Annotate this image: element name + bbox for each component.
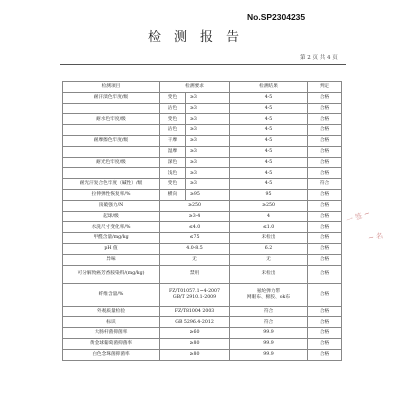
table-row bbox=[63, 317, 342, 328]
table-cell: 无 bbox=[230, 254, 308, 265]
table-cell: 合格 bbox=[308, 254, 342, 265]
table-cell: 合格 bbox=[308, 92, 342, 103]
table-row bbox=[63, 103, 342, 114]
table-cell: 耐水色牢度/级 bbox=[63, 114, 160, 125]
table-cell: 符合 bbox=[308, 179, 342, 190]
table-cell: ≥250 bbox=[230, 200, 308, 211]
table-cell: 未检出 bbox=[230, 233, 308, 244]
table-cell: 耐光色牢度/级 bbox=[63, 157, 160, 168]
table-cell: ≥95 bbox=[186, 189, 230, 200]
table-cell: 4-5 bbox=[230, 103, 308, 114]
table-cell: ≤4.0 bbox=[160, 222, 230, 233]
table-cell: 4-5 bbox=[230, 135, 308, 146]
table-cell: FZ/T81004 2003 bbox=[160, 306, 230, 317]
table-cell bbox=[63, 146, 160, 157]
table-cell: 99.9 bbox=[230, 349, 308, 360]
table-row bbox=[63, 283, 342, 306]
table-cell: ≥3 bbox=[186, 146, 230, 157]
table-cell bbox=[63, 125, 160, 136]
table-row bbox=[63, 338, 342, 349]
table-cell: 水洗尺寸变化率/% bbox=[63, 222, 160, 233]
table-row bbox=[63, 243, 342, 254]
table-cell: 95 bbox=[230, 189, 308, 200]
header-divider bbox=[60, 64, 346, 65]
table-cell: 4-5 bbox=[230, 146, 308, 157]
table-cell: 标识 bbox=[63, 317, 160, 328]
table-row bbox=[63, 265, 342, 283]
table-cell: 顶破强力/N bbox=[63, 200, 160, 211]
table-cell: 耐光汗复合色牢度（碱性）/级 bbox=[63, 179, 160, 190]
table-row bbox=[63, 222, 342, 233]
table-cell: 合格 bbox=[308, 211, 342, 222]
table-cell: ≥80 bbox=[160, 349, 230, 360]
table-row bbox=[63, 328, 342, 339]
table-cell: 4.0-8.5 bbox=[160, 243, 230, 254]
table-cell: 合格 bbox=[308, 189, 342, 200]
table-cell: 合格 bbox=[308, 233, 342, 244]
table-row bbox=[63, 146, 342, 157]
table-cell: ≥3 bbox=[186, 168, 230, 179]
table-cell: ≥3 bbox=[186, 92, 230, 103]
table-cell: 合格 bbox=[308, 306, 342, 317]
column-header: 检测项目 bbox=[63, 82, 160, 93]
table-cell: 合格 bbox=[308, 317, 342, 328]
table-cell: 合格 bbox=[308, 157, 342, 168]
table-cell: 禁用 bbox=[160, 265, 230, 283]
table-cell: 符合 bbox=[230, 306, 308, 317]
table-cell bbox=[63, 103, 160, 114]
table-cell: 干摩 bbox=[160, 135, 186, 146]
table-cell: 可分解致癌芳香胺染料/(mg/kg) bbox=[63, 265, 160, 283]
table-cell: ≥3 bbox=[186, 157, 230, 168]
handwritten-signature: ~ 名 bbox=[367, 231, 384, 243]
table-cell: GB 5296.4-2012 bbox=[160, 317, 230, 328]
table-cell: 合格 bbox=[308, 146, 342, 157]
table-cell: 异味 bbox=[63, 254, 160, 265]
table-cell: ≥80 bbox=[160, 338, 230, 349]
table-cell: 合格 bbox=[308, 200, 342, 211]
table-cell: ≥3 bbox=[186, 125, 230, 136]
table-cell: 符合 bbox=[230, 317, 308, 328]
table-cell: 深色 bbox=[160, 157, 186, 168]
table-row bbox=[63, 92, 342, 103]
table-cell: 合格 bbox=[308, 349, 342, 360]
table-header-row bbox=[63, 82, 342, 93]
table-row bbox=[63, 179, 342, 190]
table-cell: 99.9 bbox=[230, 328, 308, 339]
table-row bbox=[63, 306, 342, 317]
table-cell: ≤75 bbox=[160, 233, 230, 244]
table-row bbox=[63, 233, 342, 244]
table-cell: 4-5 bbox=[230, 157, 308, 168]
inspection-table bbox=[62, 81, 342, 361]
table-cell: 浅色 bbox=[160, 168, 186, 179]
table-cell: ≥3 bbox=[186, 179, 230, 190]
table-cell: 4-5 bbox=[230, 92, 308, 103]
table-cell: 拉伸弹性恢复率/% bbox=[63, 189, 160, 200]
table-cell: ≤1.0 bbox=[230, 222, 308, 233]
table-cell: 合格 bbox=[308, 168, 342, 179]
table-cell: 氨纶弹力带 网眼布、棉胶、ok布 bbox=[230, 283, 308, 306]
table-cell: 甲醛含量/mg/kg bbox=[63, 233, 160, 244]
table-row bbox=[63, 349, 342, 360]
table-cell: 99.9 bbox=[230, 338, 308, 349]
table-cell: 合格 bbox=[308, 125, 342, 136]
table-cell: 4-5 bbox=[230, 114, 308, 125]
table-cell: 6.2 bbox=[230, 243, 308, 254]
table-cell: ≥60 bbox=[160, 328, 230, 339]
table-cell: 4 bbox=[230, 211, 308, 222]
table-cell: FZ/T01057.1~4-2007 GB/T 2910.1-2009 bbox=[160, 283, 230, 306]
table-cell: 合格 bbox=[308, 114, 342, 125]
page-info: 第 2 页 共 4 页 bbox=[300, 55, 338, 61]
table-cell: 起球/级 bbox=[63, 211, 160, 222]
table-cell: ≥250 bbox=[160, 200, 230, 211]
table-cell: 未检出 bbox=[230, 265, 308, 283]
table-row bbox=[63, 200, 342, 211]
table-cell: ≥3 bbox=[186, 135, 230, 146]
table-cell: 黄金球葡萄菌抑菌率 bbox=[63, 338, 160, 349]
table-cell: 合格 bbox=[308, 135, 342, 146]
report-number: No.SP2304235 bbox=[247, 12, 306, 22]
table-cell: 合格 bbox=[308, 265, 342, 283]
table-cell: 纤维含量/% bbox=[63, 283, 160, 306]
table-row bbox=[63, 211, 342, 222]
table-cell: 4-5 bbox=[230, 125, 308, 136]
table-row bbox=[63, 254, 342, 265]
table-cell: 4-5 bbox=[230, 179, 308, 190]
table-cell: 变色 bbox=[160, 92, 186, 103]
table-cell: 变色 bbox=[160, 114, 186, 125]
table-cell: 合格 bbox=[308, 328, 342, 339]
table-row bbox=[63, 168, 342, 179]
table-cell: 4-5 bbox=[230, 168, 308, 179]
table-cell: 外观质量检验 bbox=[63, 306, 160, 317]
table-cell: pH 值 bbox=[63, 243, 160, 254]
table-cell: 沾色 bbox=[160, 125, 186, 136]
table-cell: ≥3-4 bbox=[160, 211, 230, 222]
table-cell: 合格 bbox=[308, 243, 342, 254]
table-row bbox=[63, 125, 342, 136]
table-row bbox=[63, 157, 342, 168]
column-header: 判定 bbox=[308, 82, 342, 93]
table-cell: 耐摩擦色牢度/级 bbox=[63, 135, 160, 146]
column-header: 检测结果 bbox=[230, 82, 308, 93]
table-row bbox=[63, 114, 342, 125]
table-cell: 沾色 bbox=[160, 103, 186, 114]
table-cell: 无 bbox=[160, 254, 230, 265]
table-cell: ≥3 bbox=[186, 103, 230, 114]
table-cell: 合格 bbox=[308, 338, 342, 349]
table-cell: 横向 bbox=[160, 189, 186, 200]
table-cell: 合格 bbox=[308, 283, 342, 306]
column-header: 检测要求 bbox=[160, 82, 230, 93]
table-cell: 大肠杆菌抑菌率 bbox=[63, 328, 160, 339]
table-cell: 湿摩 bbox=[160, 146, 186, 157]
table-row bbox=[63, 189, 342, 200]
table-cell: 合格 bbox=[308, 222, 342, 233]
handwritten-signature: 一 签 ~ bbox=[345, 209, 371, 225]
table-cell: 变色 bbox=[160, 179, 186, 190]
table-cell: 耐汗渍色牢度/级 bbox=[63, 92, 160, 103]
table-cell: 白色念珠菌抑菌率 bbox=[63, 349, 160, 360]
table-cell: 合格 bbox=[308, 103, 342, 114]
table-cell: ≥3 bbox=[186, 114, 230, 125]
table-cell bbox=[63, 168, 160, 179]
table-row bbox=[63, 135, 342, 146]
report-title: 检测报告 bbox=[147, 30, 252, 45]
